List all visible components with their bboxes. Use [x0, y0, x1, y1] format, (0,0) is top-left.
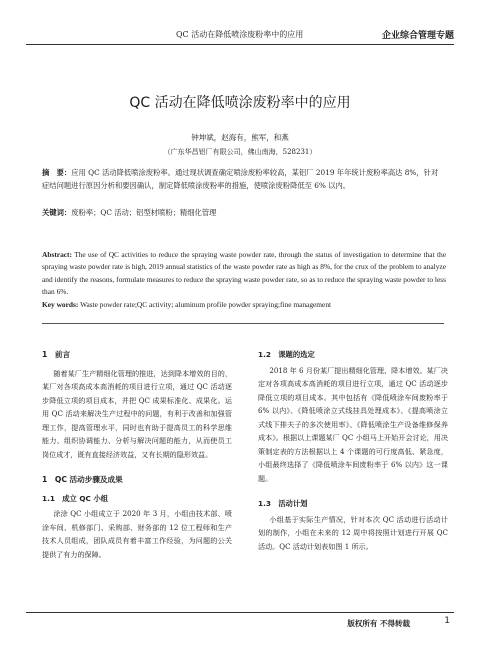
abstract-en-label: Abstract: — [42, 250, 72, 259]
abstract-zh-text: 应用 QC 活动降低喷涂废粉率。通过现状调查确定喷涂废粉率较高，某铝厂 2019 年年统计废粉率高达 8%，针对症结问题进行原因分析和要因确认，制定降低喷涂废粉率的措施，使喷涂废粉降低至 6% 以内。 — [42, 168, 439, 190]
running-title: QC 活动在降低喷涂废粉率中的应用 — [176, 30, 304, 39]
keywords-zh-text: 废粉率；QC 活动；铝型材喷粉；精细化管理 — [71, 208, 217, 217]
section-divider — [42, 323, 444, 324]
abstract-en-text: The use of QC activities to reduce the spraying waste powder rate, through the status of investigation to determine that the spraying waste powder rate is high, 2019 annual statistics of the waste powder rate as high as 8%, for the crux of the problem to analyze and identify the reasons, formulate measures to reduce the spraying waste powder rate, so as to reduce the spraying waste powder to less than 6%. — [42, 250, 446, 297]
page-number: 1 — [444, 616, 450, 626]
article-title: QC 活动在降低喷涂废粉率中的应用 — [129, 95, 351, 111]
running-header — [26, 26, 454, 45]
section-1-1-heading: 1.1 成立 QC 小组 — [42, 493, 109, 503]
authors: 钟坤斌，赵海有，熊军，和燕 — [191, 133, 289, 142]
copyright-notice: 版权所有 不得转载 — [347, 619, 410, 628]
keywords-zh — [42, 208, 444, 218]
affiliation: （广东华昌铝厂有限公司，佛山南海，528231） — [163, 148, 317, 156]
section-1-3-paragraph: 小组基于实际生产情况，针对本次 QC 活动进行活动计划的制作，小组在未来的 12 周中将按照计划进行开展 QC 活动。QC 活动计划表如图 1 所示。 — [258, 514, 448, 551]
left-column — [42, 348, 232, 561]
section-1-paragraph: 随着某厂生产精细化管理的推进，达到降本增效的目的，某厂对各项高成本高消耗的项目进行立项，通过 QC 活动逐步降低立项的项目成本，并把 QC 成果标准化、成果化。运用 QC 活动来解决生产过程中的问题，有利于改善和加强管理工作，提高管理水平，同时也有助于提高员工的科学思维能力、组织协调能力、分析与解决问题的能力，从而使员工岗位成才，既有直接经济效益，又有长期的隐形效益。 — [42, 368, 232, 459]
abstract-zh — [42, 166, 444, 192]
abstract-en — [42, 249, 446, 299]
section-1-2-heading: 1.2 课题的选定 — [258, 350, 315, 359]
keywords-zh-label: 关键词： — [42, 208, 72, 217]
abstract-zh-label: 摘 要： — [42, 168, 72, 177]
column-name: 企业综合管理专题 — [381, 31, 454, 41]
keywords-en — [42, 300, 444, 309]
right-column — [258, 348, 448, 553]
page-footer — [26, 612, 454, 629]
section-1-3-heading: 1.3 活动计划 — [258, 499, 308, 508]
section-steps-heading: 1 QC 活动步骤及成果 — [42, 475, 123, 484]
section-1-heading: 1 前言 — [42, 350, 71, 359]
keywords-en-text: Waste powder rate;QC activity; aluminum profile powder spraying;fine management — [80, 300, 332, 309]
section-1-2-paragraph: 2018 年 6 月份某厂提出精细化管理、降本增效。某厂决定对各项高成本高消耗的项目进行立项，通过 QC 活动逐步降低立项的项目成本。其中包括有《降低喷涂车间废粉率于 6% 以内》、《降低喷涂立式线挂具处理成本》、《提高喷涂立式线下排夫子的多次使用率》、《降低喷涂生产设备维修保养成本》。根据以上课题某厂 QC 小组马上开始开会讨论，用决策制定表的方法根据以上 4 个课题的可行度高低、紧急度，小组最终选择了《降低喷涂车间废粉率于 6% 以内》这一课题。 — [258, 365, 448, 483]
keywords-en-label: Key words: — [42, 300, 79, 309]
section-1-1-paragraph: 涂涂 QC 小组成立于 2020 年 3 月，小组由技术部、喷涂车间、机修部门、采购部、财务部的 12 位工程师和生产技术人员组成，团队成员有着丰富工作经验，为问题的公关提供了有力的保障。 — [42, 509, 232, 559]
